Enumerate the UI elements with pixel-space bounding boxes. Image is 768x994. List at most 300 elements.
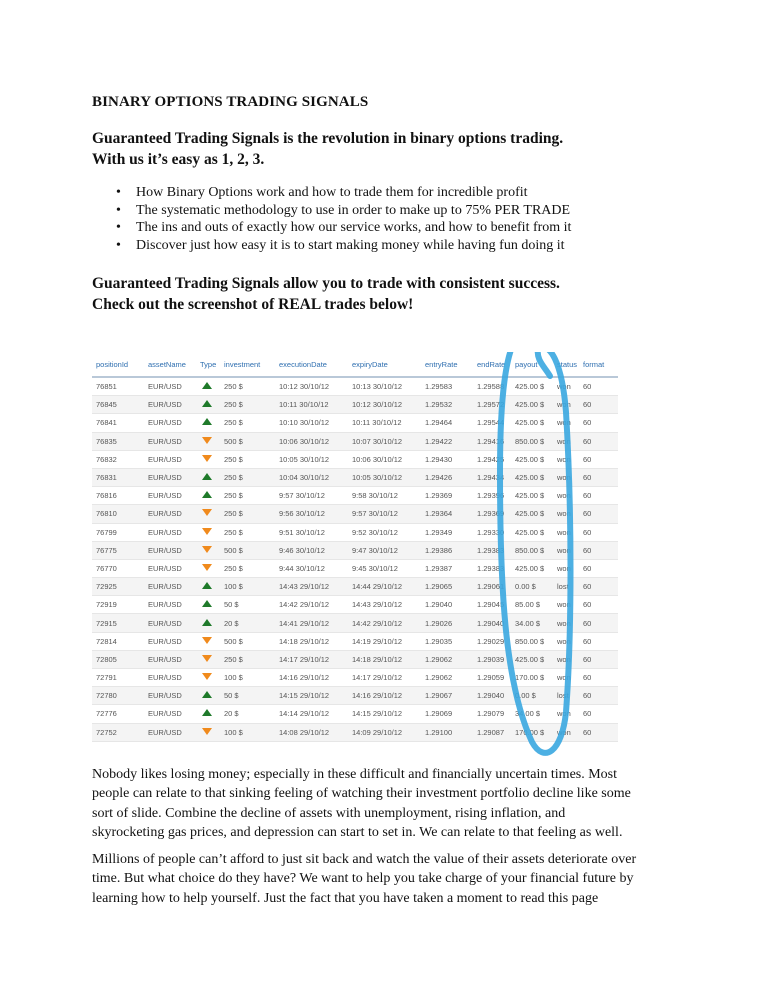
table-cell: 9:58 30/10/12	[348, 487, 421, 505]
table-cell: 1.29069	[421, 705, 473, 723]
table-cell: 1.29062	[421, 669, 473, 687]
table-cell: EUR/USD	[144, 578, 196, 596]
up-arrow-icon	[202, 691, 212, 698]
table-cell: 425.00 $	[511, 523, 553, 541]
table-row	[92, 505, 618, 523]
down-arrow-icon	[202, 655, 212, 662]
table-cell: 100 $	[220, 723, 275, 741]
table-cell: 14:41 29/10/12	[275, 614, 348, 632]
table-cell: 10:06 30/10/12	[275, 432, 348, 450]
table-cell: 60	[579, 396, 618, 414]
table-cell: 1.29040	[473, 614, 511, 632]
bullet-icon: •	[116, 202, 121, 218]
list-item-text: How Binary Options work and how to trade them for incredible profit	[136, 185, 528, 200]
table-cell: 60	[579, 487, 618, 505]
type-cell	[196, 705, 220, 723]
type-cell	[196, 523, 220, 541]
table-cell: 1.29029	[473, 632, 511, 650]
table-cell: 1.29422	[421, 432, 473, 450]
table-cell: won	[553, 705, 579, 723]
table-cell: 34.00 $	[511, 705, 553, 723]
table-cell: 72919	[92, 596, 144, 614]
bullet-icon: •	[116, 185, 121, 200]
table-cell: 76835	[92, 432, 144, 450]
table-cell: 1.29387	[421, 559, 473, 577]
table-cell: EUR/USD	[144, 614, 196, 632]
table-cell: 14:42 29/10/12	[348, 614, 421, 632]
table-cell: 1.29040	[421, 596, 473, 614]
table-cell: 14:16 29/10/12	[348, 687, 421, 705]
table-cell: 1.29349	[421, 523, 473, 541]
table-row	[92, 596, 618, 614]
table-cell: 1.29035	[421, 632, 473, 650]
table-row	[92, 450, 618, 468]
table-cell: 425.00 $	[511, 505, 553, 523]
table-cell: 500 $	[220, 541, 275, 559]
table-cell: 1.29045	[473, 596, 511, 614]
table-cell: won	[553, 377, 579, 396]
table-cell: 1.29583	[421, 377, 473, 396]
up-arrow-icon	[202, 382, 212, 389]
cta-line: Guaranteed Trading Signals allow you to trade with consistent success.	[92, 275, 560, 292]
table-row	[92, 578, 618, 596]
table-cell: 1.29544	[473, 414, 511, 432]
bullet-icon: •	[116, 220, 121, 235]
column-header: payout	[511, 352, 553, 377]
column-header: format	[579, 352, 618, 377]
table-cell: 72752	[92, 723, 144, 741]
table-cell: 10:04 30/10/12	[275, 468, 348, 486]
table-cell: 14:15 29/10/12	[348, 705, 421, 723]
cta-heading	[92, 273, 560, 315]
table-cell: 1.29364	[421, 505, 473, 523]
down-arrow-icon	[202, 437, 212, 444]
table-cell: 76851	[92, 377, 144, 396]
table-row	[92, 432, 618, 450]
type-cell	[196, 414, 220, 432]
table-cell: 250 $	[220, 650, 275, 668]
column-header: assetName	[144, 352, 196, 377]
table-cell: 60	[579, 723, 618, 741]
table-cell: 72791	[92, 669, 144, 687]
table-cell: 72780	[92, 687, 144, 705]
table-cell: EUR/USD	[144, 432, 196, 450]
type-cell	[196, 396, 220, 414]
type-cell	[196, 487, 220, 505]
table-cell: 76810	[92, 505, 144, 523]
down-arrow-icon	[202, 528, 212, 535]
table-cell: 10:06 30/10/12	[348, 450, 421, 468]
table-cell: won	[553, 614, 579, 632]
table-cell: 14:17 29/10/12	[275, 650, 348, 668]
table-cell: 425.00 $	[511, 414, 553, 432]
table-cell: 60	[579, 632, 618, 650]
table-cell: 60	[579, 450, 618, 468]
table-cell: 1.29079	[473, 705, 511, 723]
table-cell: won	[553, 632, 579, 650]
table-cell: 850.00 $	[511, 632, 553, 650]
table-cell: 60	[579, 377, 618, 396]
table-cell: 14:19 29/10/12	[348, 632, 421, 650]
table-cell: 14:43 29/10/12	[275, 578, 348, 596]
table-cell: 9:46 30/10/12	[275, 541, 348, 559]
column-header: positionId	[92, 352, 144, 377]
table-cell: 1.29383	[473, 541, 511, 559]
bullet-icon: •	[116, 237, 121, 253]
table-cell: 425.00 $	[511, 396, 553, 414]
list-item	[92, 202, 571, 220]
table-row	[92, 396, 618, 414]
table-cell: 850.00 $	[511, 432, 553, 450]
type-cell	[196, 723, 220, 741]
table-row	[92, 541, 618, 559]
table-cell: EUR/USD	[144, 559, 196, 577]
table-cell: 1.29330	[473, 523, 511, 541]
table-cell: EUR/USD	[144, 468, 196, 486]
trades-table	[92, 352, 618, 742]
table-row	[92, 559, 618, 577]
table-cell: won	[553, 468, 579, 486]
table-row	[92, 632, 618, 650]
table-cell: 60	[579, 650, 618, 668]
table-cell: won	[553, 541, 579, 559]
paragraph-line: time. But what choice do they have? We want to help you take charge of your financial future by	[92, 871, 634, 887]
type-cell	[196, 468, 220, 486]
table-cell: EUR/USD	[144, 723, 196, 741]
table-cell: 10:05 30/10/12	[275, 450, 348, 468]
table-cell: EUR/USD	[144, 450, 196, 468]
paragraph-line: learning how to help yourself. Just the fact that you have taken a moment to read this page	[92, 890, 599, 906]
table-cell: EUR/USD	[144, 541, 196, 559]
table-cell: 1.29425	[473, 450, 511, 468]
table-cell: 60	[579, 578, 618, 596]
table-cell: 1.29087	[473, 723, 511, 741]
table-cell: 72805	[92, 650, 144, 668]
table-cell: EUR/USD	[144, 650, 196, 668]
down-arrow-icon	[202, 637, 212, 644]
table-cell: EUR/USD	[144, 396, 196, 414]
table-cell: EUR/USD	[144, 705, 196, 723]
page-title: BINARY OPTIONS TRADING SIGNALS	[92, 94, 369, 110]
table-cell: 170.00 $	[511, 723, 553, 741]
table-cell: EUR/USD	[144, 632, 196, 650]
body-paragraph	[92, 850, 692, 908]
column-header: expiryDate	[348, 352, 421, 377]
table-cell: won	[553, 414, 579, 432]
table-cell: 60	[579, 468, 618, 486]
table-cell: 60	[579, 614, 618, 632]
table-cell: lost	[553, 687, 579, 705]
table-cell: EUR/USD	[144, 687, 196, 705]
table-cell: won	[553, 596, 579, 614]
table-cell: won	[553, 432, 579, 450]
table-row	[92, 723, 618, 741]
table-row	[92, 669, 618, 687]
table-cell: won	[553, 396, 579, 414]
column-header: entryRate	[421, 352, 473, 377]
table-cell: 1.29464	[421, 414, 473, 432]
table-cell: 250 $	[220, 559, 275, 577]
table-cell: 1.29062	[421, 650, 473, 668]
table-cell: 425.00 $	[511, 468, 553, 486]
table-cell: 0.00 $	[511, 578, 553, 596]
paragraph-line: Millions of people can’t afford to just sit back and watch the value of their assets deteriorate over	[92, 852, 637, 867]
table-cell: won	[553, 669, 579, 687]
table-cell: 1.29572	[473, 396, 511, 414]
table-cell: 1.29039	[473, 650, 511, 668]
table-cell: 14:15 29/10/12	[275, 687, 348, 705]
type-cell	[196, 632, 220, 650]
table-cell: 9:45 30/10/12	[348, 559, 421, 577]
table-cell: EUR/USD	[144, 414, 196, 432]
table-cell: 76770	[92, 559, 144, 577]
table-cell: 425.00 $	[511, 487, 553, 505]
table-cell: 60	[579, 414, 618, 432]
table-cell: 10:10 30/10/12	[275, 414, 348, 432]
table-cell: 1.29383	[473, 559, 511, 577]
table-cell: won	[553, 559, 579, 577]
type-cell	[196, 377, 220, 396]
table-cell: won	[553, 523, 579, 541]
paragraph-line: people can relate to that sinking feeling of watching their investment portfolio decline like some	[92, 786, 631, 802]
up-arrow-icon	[202, 582, 212, 589]
table-cell: 1.29369	[473, 505, 511, 523]
up-arrow-icon	[202, 619, 212, 626]
table-cell: 425.00 $	[511, 559, 553, 577]
table-cell: 14:16 29/10/12	[275, 669, 348, 687]
type-cell	[196, 505, 220, 523]
table-cell: 425.00 $	[511, 650, 553, 668]
table-cell: 1.29430	[421, 450, 473, 468]
table-row	[92, 687, 618, 705]
table-cell: 425.00 $	[511, 377, 553, 396]
table-cell: won	[553, 723, 579, 741]
intro-line: Guaranteed Trading Signals is the revolution in binary options trading.	[92, 130, 564, 147]
table-cell: EUR/USD	[144, 669, 196, 687]
intro-heading	[92, 128, 563, 170]
table-cell: 10:11 30/10/12	[348, 414, 421, 432]
table-cell: 60	[579, 687, 618, 705]
down-arrow-icon	[202, 564, 212, 571]
type-cell	[196, 650, 220, 668]
table-cell: 60	[579, 596, 618, 614]
up-arrow-icon	[202, 418, 212, 425]
table-row	[92, 705, 618, 723]
paragraph-line: skyrocketing gas prices, and depression can start to set in. We can relate to that feeling as well.	[92, 825, 623, 841]
table-cell: 9:57 30/10/12	[348, 505, 421, 523]
table-cell: 85.00 $	[511, 596, 553, 614]
table-cell: 250 $	[220, 414, 275, 432]
table-cell: 1.29434	[473, 468, 511, 486]
column-header: endRate	[473, 352, 511, 377]
table-cell: 10:12 30/10/12	[348, 396, 421, 414]
table-row	[92, 650, 618, 668]
up-arrow-icon	[202, 709, 212, 716]
type-cell	[196, 432, 220, 450]
table-cell: 0.00 $	[511, 687, 553, 705]
down-arrow-icon	[202, 673, 212, 680]
up-arrow-icon	[202, 473, 212, 480]
table-cell: EUR/USD	[144, 505, 196, 523]
table-cell: 72925	[92, 578, 144, 596]
table-header-row	[92, 352, 618, 377]
table-row	[92, 487, 618, 505]
table-cell: 250 $	[220, 450, 275, 468]
table-cell: 425.00 $	[511, 450, 553, 468]
table-cell: 76799	[92, 523, 144, 541]
table-cell: 60	[579, 541, 618, 559]
column-header: executionDate	[275, 352, 348, 377]
table-cell: 10:12 30/10/12	[275, 377, 348, 396]
table-cell: 1.29386	[421, 541, 473, 559]
up-arrow-icon	[202, 491, 212, 498]
table-cell: won	[553, 650, 579, 668]
table-cell: 1.29369	[421, 487, 473, 505]
paragraph-line: Nobody likes losing money; especially in these difficult and financially uncertain times. Most	[92, 767, 618, 782]
table-cell: 60	[579, 559, 618, 577]
table-cell: 250 $	[220, 487, 275, 505]
table-cell: 500 $	[220, 432, 275, 450]
body-paragraph	[92, 765, 692, 843]
table-cell: 250 $	[220, 377, 275, 396]
table-cell: 1.29532	[421, 396, 473, 414]
table-cell: 60	[579, 669, 618, 687]
table-cell: 9:57 30/10/12	[275, 487, 348, 505]
table-cell: 76832	[92, 450, 144, 468]
table-cell: lost	[553, 578, 579, 596]
table-cell: 170.00 $	[511, 669, 553, 687]
table-cell: 250 $	[220, 523, 275, 541]
table-cell: EUR/USD	[144, 487, 196, 505]
table-cell: 20 $	[220, 614, 275, 632]
list-item	[92, 237, 571, 255]
column-header: investment	[220, 352, 275, 377]
table-row	[92, 377, 618, 396]
table-cell: 10:05 30/10/12	[348, 468, 421, 486]
table-cell: 60	[579, 432, 618, 450]
table-cell: won	[553, 487, 579, 505]
table-cell: 50 $	[220, 596, 275, 614]
table-cell: 10:11 30/10/12	[275, 396, 348, 414]
down-arrow-icon	[202, 455, 212, 462]
type-cell	[196, 614, 220, 632]
intro-line: With us it’s easy as 1, 2, 3.	[92, 151, 265, 168]
table-cell: 14:14 29/10/12	[275, 705, 348, 723]
table-cell: 76841	[92, 414, 144, 432]
table-cell: 9:56 30/10/12	[275, 505, 348, 523]
table-cell: 76831	[92, 468, 144, 486]
table-cell: 1.29065	[421, 578, 473, 596]
list-item-text: The ins and outs of exactly how our service works, and how to benefit from it	[136, 220, 572, 235]
table-cell: 1.29026	[421, 614, 473, 632]
up-arrow-icon	[202, 400, 212, 407]
down-arrow-icon	[202, 728, 212, 735]
table-cell: 1.29059	[473, 669, 511, 687]
table-cell: 9:52 30/10/12	[348, 523, 421, 541]
table-cell: EUR/USD	[144, 377, 196, 396]
list-item-text: Discover just how easy it is to start making money while having fun doing it	[136, 237, 565, 253]
table-cell: 100 $	[220, 669, 275, 687]
table-cell: 1.29040	[473, 687, 511, 705]
table-cell: 1.29588	[473, 377, 511, 396]
table-cell: 14:08 29/10/12	[275, 723, 348, 741]
table-cell: 60	[579, 705, 618, 723]
table-cell: 34.00 $	[511, 614, 553, 632]
table-cell: 72814	[92, 632, 144, 650]
type-cell	[196, 669, 220, 687]
list-item-text: The systematic methodology to use in order to make up to 75% PER TRADE	[136, 202, 571, 218]
table-cell: 100 $	[220, 578, 275, 596]
table-cell: 14:18 29/10/12	[348, 650, 421, 668]
table-cell: 9:51 30/10/12	[275, 523, 348, 541]
table-row	[92, 614, 618, 632]
table-cell: won	[553, 505, 579, 523]
cta-line: Check out the screenshot of REAL trades below!	[92, 296, 414, 313]
table-cell: 9:47 30/10/12	[348, 541, 421, 559]
type-cell	[196, 596, 220, 614]
table-cell: 850.00 $	[511, 541, 553, 559]
benefits-list	[92, 184, 571, 254]
type-cell	[196, 541, 220, 559]
table-cell: 14:42 29/10/12	[275, 596, 348, 614]
table-cell: 14:18 29/10/12	[275, 632, 348, 650]
table-cell: 72915	[92, 614, 144, 632]
table-cell: 1.29100	[421, 723, 473, 741]
table-row	[92, 414, 618, 432]
column-header: Type	[196, 352, 220, 377]
table-cell: 9:44 30/10/12	[275, 559, 348, 577]
table-cell: 1.29416	[473, 432, 511, 450]
table-cell: 72776	[92, 705, 144, 723]
table-cell: 500 $	[220, 632, 275, 650]
table-cell: EUR/USD	[144, 523, 196, 541]
column-header: status	[553, 352, 579, 377]
table-cell: 1.29067	[421, 687, 473, 705]
table-cell: won	[553, 450, 579, 468]
table-cell: 250 $	[220, 396, 275, 414]
table-cell: 60	[579, 505, 618, 523]
paragraph-line: sort of slide. Combine the decline of assets with unemployment, rising inflation, and	[92, 805, 566, 821]
table-cell: 1.29396	[473, 487, 511, 505]
table-cell: 76845	[92, 396, 144, 414]
up-arrow-icon	[202, 600, 212, 607]
table-cell: 14:44 29/10/12	[348, 578, 421, 596]
type-cell	[196, 559, 220, 577]
table-cell: 14:43 29/10/12	[348, 596, 421, 614]
table-cell: 250 $	[220, 505, 275, 523]
list-item	[92, 219, 571, 237]
table-cell: EUR/USD	[144, 596, 196, 614]
table-cell: 20 $	[220, 705, 275, 723]
type-cell	[196, 578, 220, 596]
down-arrow-icon	[202, 546, 212, 553]
table-cell: 14:17 29/10/12	[348, 669, 421, 687]
table-cell: 50 $	[220, 687, 275, 705]
table-cell: 60	[579, 523, 618, 541]
table-cell: 14:09 29/10/12	[348, 723, 421, 741]
table-cell: 76775	[92, 541, 144, 559]
trades-screenshot	[92, 352, 618, 737]
down-arrow-icon	[202, 509, 212, 516]
table-cell: 10:13 30/10/12	[348, 377, 421, 396]
table-cell: 10:07 30/10/12	[348, 432, 421, 450]
type-cell	[196, 450, 220, 468]
list-item	[92, 184, 571, 202]
table-body	[92, 377, 618, 741]
table-cell: 1.29426	[421, 468, 473, 486]
table-row	[92, 468, 618, 486]
table-cell: 1.29061	[473, 578, 511, 596]
